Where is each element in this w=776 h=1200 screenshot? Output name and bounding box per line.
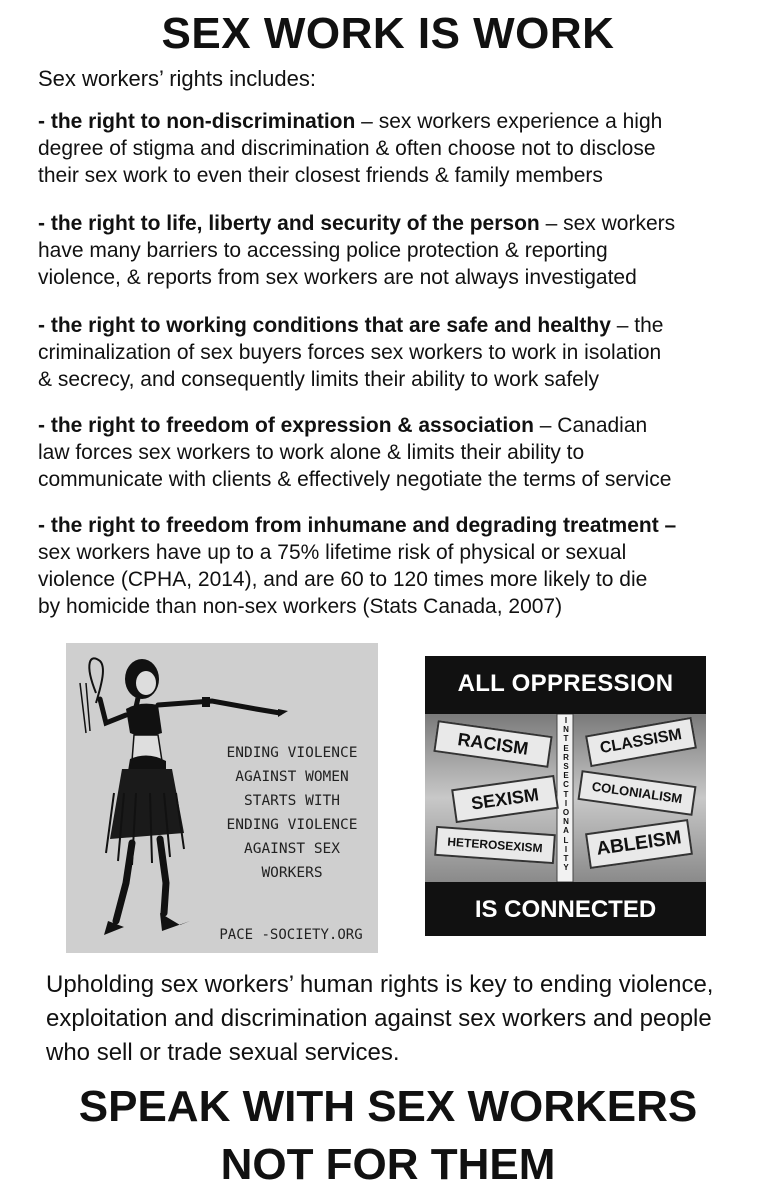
sign-ableism: ABLEISM [585,819,693,869]
right-text: sex workers experience a high [378,110,663,133]
sign-sexism: SEXISM [451,775,559,823]
right-heading: - the right to freedom from inhumane and degrading treatment [38,514,659,537]
right-text: violence, & reports from sex workers are not always investigated [38,266,637,289]
poster-heading: ALL OPPRESSION [457,670,674,697]
right-heading: - the right to life, liberty and security of the person [38,212,540,235]
right-text: criminalization of sex buyers forces sex workers to work in isolation [38,341,662,364]
right-item: - the right to working conditions that are safe and healthy – the criminalization of sex buyers forces sex workers to work in isolation & secrecy, and consequently limits their ability to work safely [38,314,664,391]
poster-message: ENDING VIOLENCE AGAINST WOMEN STARTS WITH ENDING VIOLENCE AGAINST SEX WORKERS [226,745,358,881]
right-heading: - the right to non-discrimination [38,110,356,133]
signpost-scene [425,714,706,882]
vertical-label: I N T E R S E C T I O N A L I T Y [562,716,570,873]
poster-url: PACE -SOCIETY.ORG [219,927,363,943]
right-text: Canadian [557,414,648,437]
right-text: sex workers have up to a 75% lifetime risk of physical or sexual [38,541,627,564]
right-heading: - the right to freedom of expression & association [38,414,534,437]
page-title: SEX WORK IS WORK [161,9,615,58]
intersectionality-poster [425,656,706,936]
intro-text: Sex workers’ rights includes: [38,66,316,91]
closing-statement: Upholding sex workers’ human rights is key to ending violence, exploitation and discrimination against sex workers and people who sell or trade sexual services. [46,971,714,1066]
sign-heterosexism: HETEROSEXISM [434,826,556,864]
right-text: have many barriers to accessing police protection & reporting [38,239,608,262]
right-text: violence (CPHA, 2014), and are 60 to 120 times more likely to die [38,568,648,591]
right-text: the [634,314,664,337]
right-item: - the right to life, liberty and security of the person – sex workers have many barriers to accessing police protection & reporting violence, & reports from sex workers are not always investigated [38,212,676,289]
right-text: degree of stigma and discrimination & often choose not to disclose [38,137,656,160]
right-text: by homicide than non-sex workers (Stats Canada, 2007) [38,595,563,618]
right-text: & secrecy, and consequently limits their ability to work safely [38,368,600,391]
right-text: communicate with clients & effectively negotiate the terms of service [38,468,672,491]
right-item: - the right to freedom of expression & association – Canadian law forces sex workers to work alone & limits their ability to communicate with clients & effectively negotiate the terms of service [38,414,672,491]
pace-poster [66,643,378,953]
right-heading: - the right to working conditions that are safe and healthy [38,314,611,337]
poster-footer: IS CONNECTED [474,896,657,923]
right-text: sex workers [563,212,676,235]
right-text: law forces sex workers to work alone & limits their ability to [38,441,585,464]
right-item: - the right to non-discrimination – sex workers experience a high degree of stigma and discrimination & often choose not to disclose their sex work to even their closest friends & family members [38,110,663,187]
right-item: - the right to freedom from inhumane and degrading treatment – sex workers have up to a 75% lifetime risk of physical or sexual violence (CPHA, 2014), and are 60 to 120 times more likely to die by homicide than non-sex workers (Stats Canada, 2007) [38,514,677,618]
sign-racism: RACISM [433,720,552,768]
right-text: their sex work to even their closest friends & family members [38,164,603,187]
sign-colonialism: COLONIALISM [577,770,696,816]
slogan-line: NOT FOR THEM [220,1140,556,1189]
slogan [0,1078,776,1194]
sign-classism: CLASSISM [585,717,697,767]
slogan-line: SPEAK WITH SEX WORKERS [78,1082,698,1131]
